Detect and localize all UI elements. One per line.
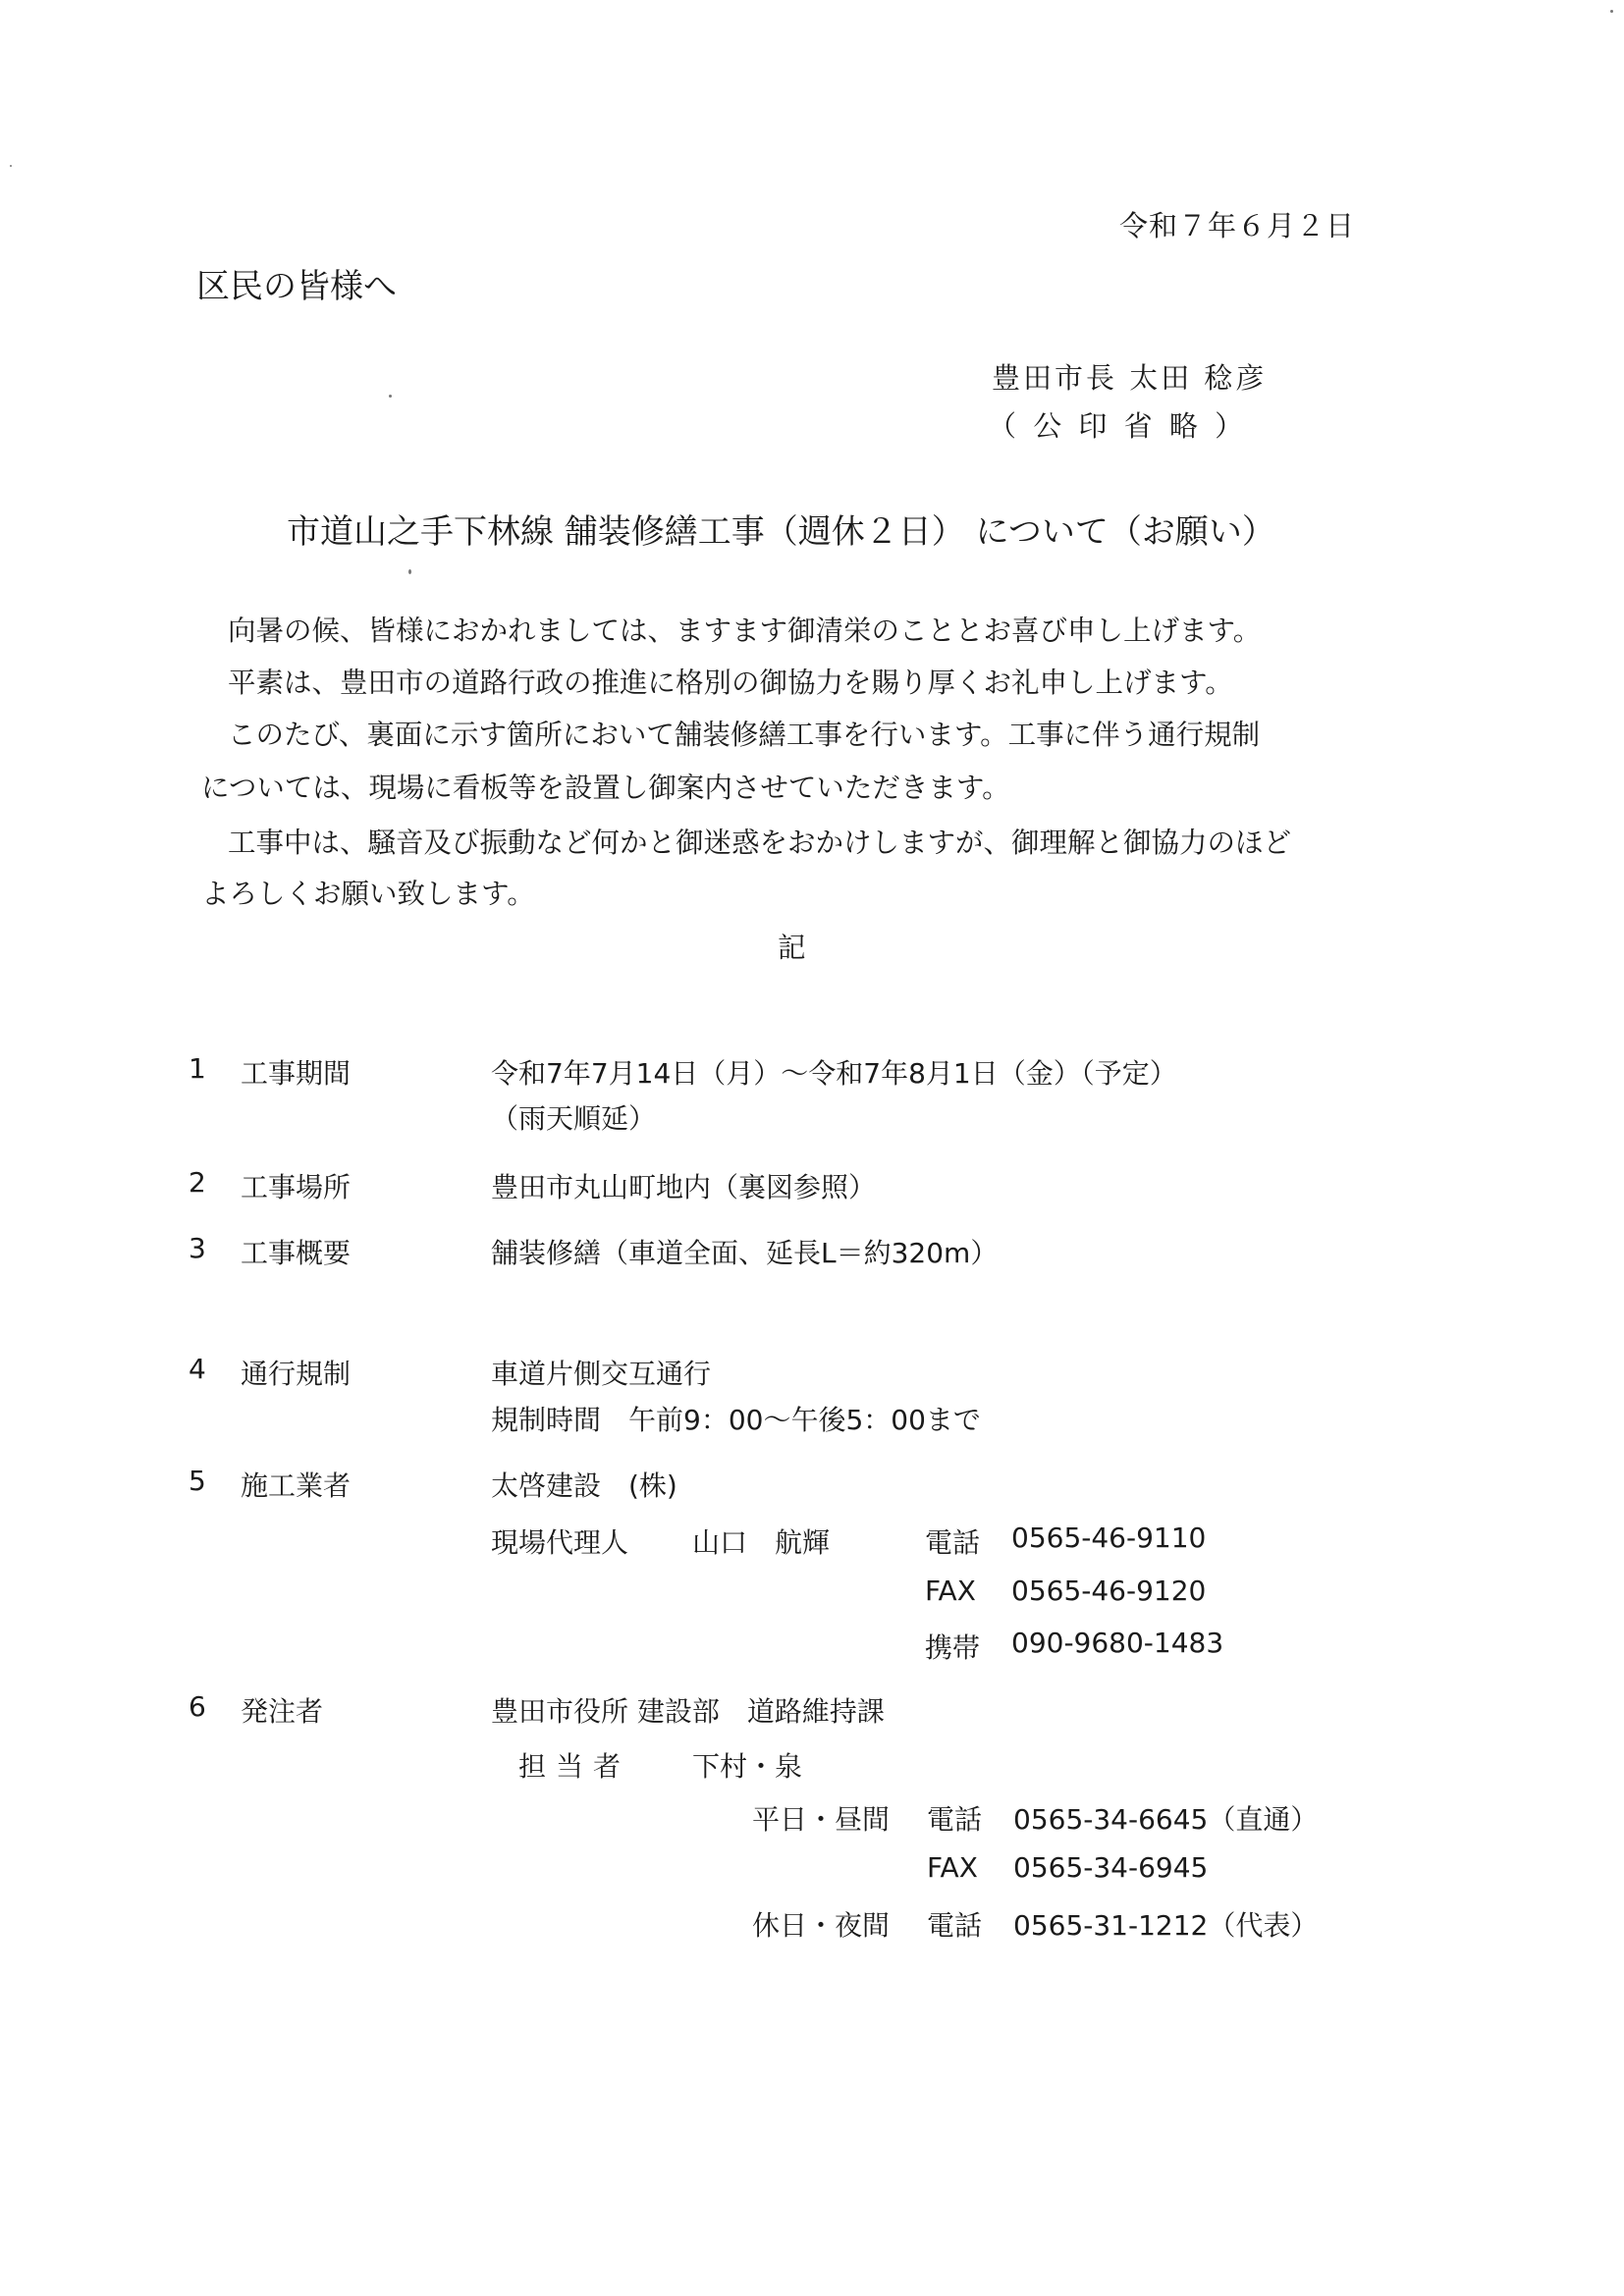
client-fax: 0565-34-6945 bbox=[1013, 1851, 1209, 1884]
client-person-label: 担当者 bbox=[518, 1750, 631, 1783]
item-label-traffic: 通行規制 bbox=[241, 1358, 352, 1390]
sender-name: 豊田市長 太田 稔彦 bbox=[992, 361, 1268, 395]
site-agent-name: 山口 航輝 bbox=[692, 1526, 831, 1559]
contractor-fax: 0565-46-9120 bbox=[1011, 1575, 1207, 1607]
client-tel-label: 電話 bbox=[927, 1803, 983, 1836]
item-value-period: 令和7年7月14日（月）～令和7年8月1日（金）（予定） bbox=[491, 1057, 1177, 1090]
scan-speck bbox=[1610, 10, 1613, 13]
contractor-tel-label: 電話 bbox=[925, 1526, 981, 1559]
contractor-tel: 0565-46-9110 bbox=[1011, 1522, 1207, 1554]
contractor-mobile-label: 携帯 bbox=[925, 1631, 981, 1664]
weekday-daytime-label: 平日・昼間 bbox=[752, 1803, 891, 1836]
contractor-mobile: 090-9680-1483 bbox=[1011, 1627, 1224, 1659]
client-tel: 0565-34-6645（直通） bbox=[1013, 1803, 1319, 1836]
item-label-client: 発注者 bbox=[241, 1695, 324, 1728]
addressee: 区民の皆様へ bbox=[196, 267, 397, 306]
item-label-place: 工事場所 bbox=[241, 1171, 352, 1203]
scan-speck bbox=[10, 165, 12, 167]
item-value-traffic-hours: 規制時間 午前9：00～午後5：00まで bbox=[491, 1404, 981, 1436]
item-value-summary: 舗装修繕（車道全面、延長L＝約320m） bbox=[491, 1237, 999, 1269]
item-label-period: 工事期間 bbox=[241, 1057, 352, 1090]
holiday-night-label: 休日・夜間 bbox=[752, 1909, 891, 1942]
scan-speck bbox=[389, 395, 392, 398]
body-paragraph-greeting: 向暑の候、皆様におかれましては、ますます御清栄のこととお喜び申し上げます。 bbox=[228, 614, 1262, 647]
client-person-name: 下村・泉 bbox=[692, 1750, 803, 1783]
item-note-rain: （雨天順延） bbox=[491, 1102, 657, 1135]
body-paragraph-thanks: 平素は、豊田市の道路行政の推進に格別の御協力を賜り厚くお礼申し上げます。 bbox=[228, 667, 1233, 699]
contractor-company: 太啓建設 (株) bbox=[491, 1469, 677, 1502]
item-label-contractor: 施工業者 bbox=[241, 1469, 352, 1502]
client-holiday-tel: 0565-31-1212（代表） bbox=[1013, 1909, 1319, 1942]
item-number: 1 bbox=[189, 1052, 206, 1085]
body-paragraph-notice-line1: このたび、裏面に示す箇所において舗装修繕工事を行います。工事に伴う通行規制 bbox=[228, 719, 1261, 751]
ki-heading: 記 bbox=[778, 932, 806, 964]
document-date: 令和７年６月２日 bbox=[1119, 209, 1356, 242]
body-paragraph-notice-line2: については、現場に看板等を設置し御案内させていただきます。 bbox=[201, 772, 1010, 804]
item-number: 2 bbox=[189, 1166, 206, 1199]
item-value-place: 豊田市丸山町地内（裏図参照） bbox=[491, 1171, 877, 1203]
item-number: 5 bbox=[189, 1465, 206, 1497]
item-number: 3 bbox=[189, 1232, 206, 1264]
item-number: 4 bbox=[189, 1353, 206, 1385]
client-holiday-tel-label: 電話 bbox=[927, 1909, 983, 1942]
item-label-summary: 工事概要 bbox=[241, 1237, 352, 1269]
client-department: 豊田市役所 建設部 道路維持課 bbox=[491, 1695, 885, 1728]
document-title: 市道山之手下林線 舗装修繕工事（週休２日） について（お願い） bbox=[287, 512, 1275, 552]
body-paragraph-apology-line2: よろしくお願い致します。 bbox=[201, 878, 535, 910]
item-number: 6 bbox=[189, 1690, 206, 1723]
scan-speck bbox=[408, 569, 411, 574]
body-paragraph-apology-line1: 工事中は、騒音及び振動など何かと御迷惑をおかけしますが、御理解と御協力のほど bbox=[228, 827, 1292, 859]
site-agent-role: 現場代理人 bbox=[491, 1526, 629, 1559]
item-value-traffic: 車道片側交互通行 bbox=[491, 1358, 712, 1390]
contractor-fax-label: FAX bbox=[925, 1575, 976, 1607]
client-fax-label: FAX bbox=[927, 1851, 978, 1884]
seal-omitted-note: （ 公 印 省 略 ） bbox=[988, 409, 1248, 443]
